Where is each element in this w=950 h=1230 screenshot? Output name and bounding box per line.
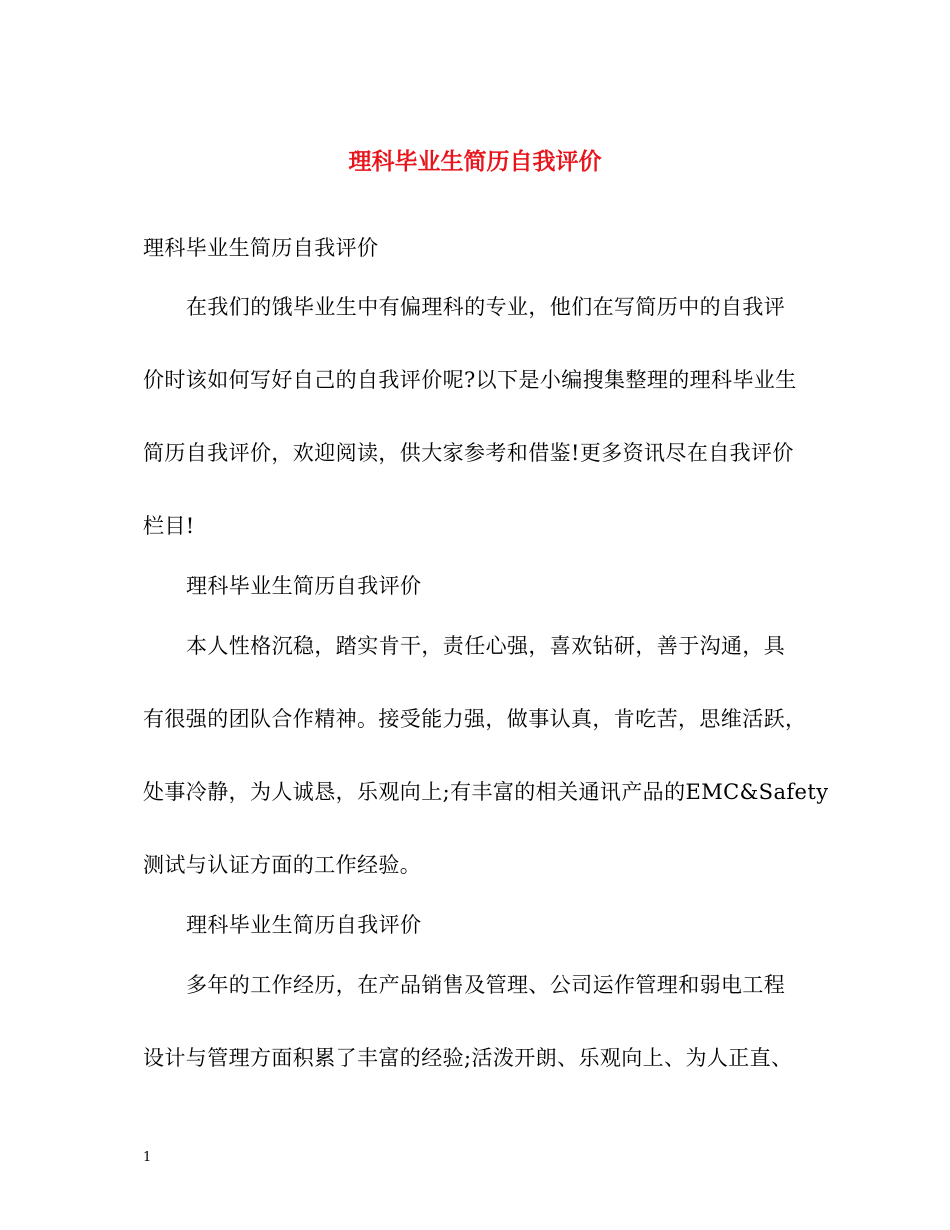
paragraph-line: 有很强的团队合作精神。接受能力强，做事认真，肯吃苦，思维活跃， [143, 707, 807, 731]
paragraph-line: 简历自我评价，欢迎阅读，供大家参考和借鉴!更多资讯尽在自我评价 [143, 441, 794, 465]
paragraph-line: 多年的工作经历，在产品销售及管理、公司运作管理和弱电工程 [186, 973, 786, 997]
paragraph-line: 处事冷静，为人诚恳，乐观向上;有丰富的相关通讯产品的EMC&Safety [143, 780, 829, 804]
paragraph-line: 栏目! [143, 514, 195, 538]
paragraph-line: 本人性格沉稳，踏实肯干，责任心强，喜欢钻研，善于沟通，具 [186, 634, 786, 658]
paragraph-line: 理科毕业生简历自我评价 [143, 236, 379, 260]
paragraph-line: 测试与认证方面的工作经验。 [143, 853, 422, 877]
document-title: 理科毕业生简历自我评价 [348, 148, 602, 175]
page-number: 1 [143, 1150, 152, 1165]
paragraph-line: 在我们的饿毕业生中有偏理科的专业，他们在写简历中的自我评 [186, 295, 786, 319]
section-heading: 理科毕业生简历自我评价 [186, 913, 422, 937]
paragraph-line: 价时该如何写好自己的自我评价呢?以下是小编搜集整理的理科毕业生 [143, 368, 797, 392]
paragraph-line: 设计与管理方面积累了丰富的经验;活泼开朗、乐观向上、为人正直、 [143, 1046, 793, 1070]
section-heading: 理科毕业生简历自我评价 [186, 574, 422, 598]
